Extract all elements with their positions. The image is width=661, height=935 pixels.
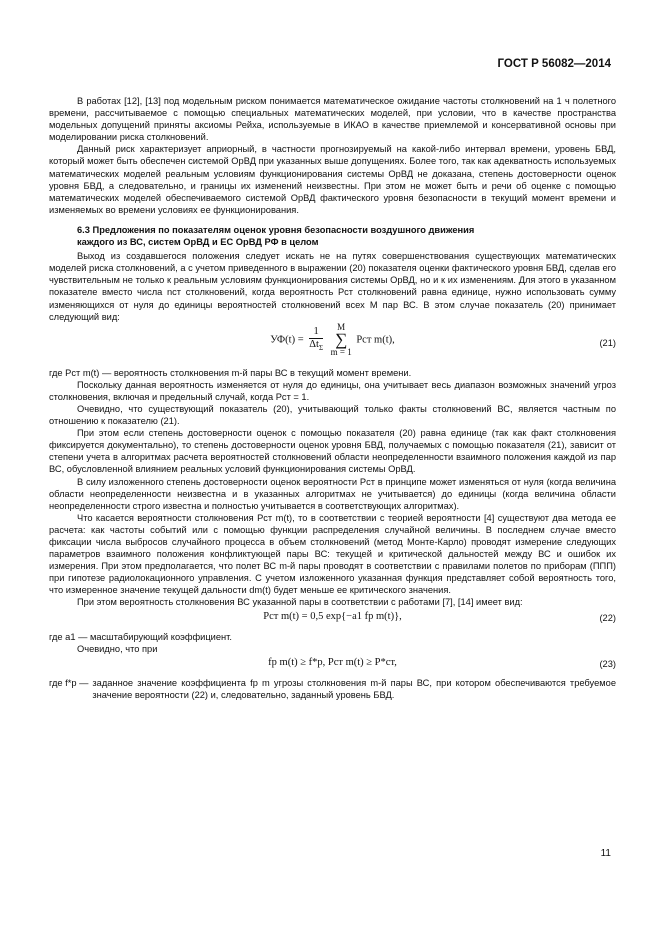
section-heading-line: 6.3 Предложения по показателям оценок уровня безопасности воздушного движения [77,224,475,235]
sigma-icon: ∑ [335,329,348,349]
paragraph: В работах [12], [13] под модельным риском понимается математическое ожидание частоты столкновений на 1 ч полетного времени, рассчитываемое с помощью специальных математических моделей, при условии, что в качестве пространства модельных допущений приняты аксиомы Рейха, используемые в ИКАО в качестве приемлемой и консервативной основы при моделировании риска столкновений. [49,96,616,143]
summation [331,323,352,357]
equation-expression: fp m(t) ≥ f*p, Pст m(t) ≥ P*ст, [268,656,397,668]
fraction-denominator [309,339,323,354]
definition: где Pст m(t) — вероятность столкновения m-й пары ВС в текущий момент времени. [49,367,412,378]
equation-number: (23) [599,658,616,669]
paragraph: При этом если степень достоверности оценок с помощью показателя (20) равна единице (так как факт столкновения фиксируется документально), то степень достоверности оценок уровня БВД, получаемых с помощью показателя (21), зависит от степени учета в алгоритмах расчета вероятностей столкновений области неопределенности взаимного положения каждой из пар ВС, обусловленной влиянием реальных условий функционирования системы ОрВД. [49,428,616,475]
equation-number: (21) [599,337,616,348]
paragraph: Данный риск характеризует априорный, в частности прогнозируемый на какой-либо интервал времени, уровень БВД, который может быть обеспечен системой ОрВД при указанных выше допущениях. Более того, так как адекватность используемых математических моделей реальным условиям функционирования системы ОрВД не доказана, степень достоверности оценок уровня БВД, а следовательно, и границы их изменений неизвестны. При этом не может быть и речи об оценке с помощью математических моделей обеспечиваемого системой ОрВД фактического уровня безопасности в текущий момент времени и изменяемых во времени условиях ее функционирования. [49,144,616,215]
sum-upper-limit: M [337,321,346,332]
paragraph: Выход из создавшегося положения следует искать не на путях совершенствования существующих математических моделей риска столкновений, а с учетом приведенного в выражении (20) показателя оценки фактического уровня БВД, сделав его чувствительным не только к реальным условиям функционирования системы ОрВД, но и к их изменениям. Для этого в указанном показателе вместо числа nст столкновений, когда вероятность Pст столкновений равна единице, нужно использовать сумму изменяющихся от нуля до единицы вероятностей столкновений всех M пар ВС. В этом случае показатель (20) принимает следующий вид: [49,251,616,322]
section-heading-line: каждого из ВС, систем ОрВД и ЕС ОрВД РФ в целом [77,237,319,248]
paragraph: Поскольку данная вероятность изменяется от нуля до единицы, она учитывает весь диапазон возможных значений угроз столкновения, включая и предельный случай, когда Pст = 1. [49,379,616,402]
sum-lower-limit: m = 1 [330,346,352,357]
paragraph: Очевидно, что при [77,643,158,654]
fraction [309,326,323,354]
body-text [49,95,616,701]
fraction-numerator: 1 [309,326,323,339]
definition-label: где f*p — [49,677,89,688]
paragraph: Что касается вероятности столкновения Pст m(t), то в соответствии с теорией вероятности [4] существуют два метода ее расчета: как частоты событий или с помощью функции распределения случайной величины. В последнем случае вместо фиксации числа выбросов случайного процесса в объем столкновений (метод Монте-Карло) проводят измерение следующих параметров взаимного положения конфликтующей пары ВС: текущей и критической дальностей между ВС и ошибок их измерения. При этом предполагается, что полет ВС m-й пары проводят в соответствии с правилами полетов по приборам (ППП) при гипотезе радиолокационного управления. С учетом изложенного указанная функция представляет собой вероятность того, что измеренное значение текущей дальности dm(t) будет меньше ее критического значения. [49,512,616,596]
paragraph: В силу изложенного степень достоверности оценок вероятности Pст в принципе может изменяться от нуля (когда величина области неопределенности неизвестна и в указанных алгоритмах не учитывается) до единицы (когда величина области неопределенности строго известна и полностью учитывается в соответствующих алгоритмах). [49,476,616,511]
equation-lhs: УФ(t) = [270,334,304,346]
denominator-subscript: Σ [318,343,324,352]
equation-21 [49,323,616,367]
denominator-text: Δt [309,338,319,350]
equation-number: (22) [599,612,616,623]
paragraph: Очевидно, что существующий показатель (20), учитывающий только факты столкновений ВС, является частным по отношению к показателю (21). [49,403,616,427]
section-heading [77,224,616,248]
definition: где a1 — масштабирующий коэффициент. [49,631,232,642]
page-number: 11 [600,848,611,859]
document-id-header: ГОСТ Р 56082—2014 [497,58,611,70]
paragraph: При этом вероятность столкновения ВС указанной пары в соответствии с работами [7], [14] имеет вид: [77,597,523,608]
definition [49,677,616,701]
equation-expression [49,323,616,357]
equation-23 [49,655,616,677]
definition-text: заданное значение коэффициента fp m угрозы столкновения m-й пары ВС, при котором обеспечиваются требуемое значение вероятности (22) и, следовательно, заданный уровень БВД. [92,677,616,700]
equation-rhs: Pст m(t), [356,334,395,346]
equation-expression: Pст m(t) = 0,5 exp{−a1 fp m(t)}, [263,610,402,622]
equation-22 [49,609,616,631]
